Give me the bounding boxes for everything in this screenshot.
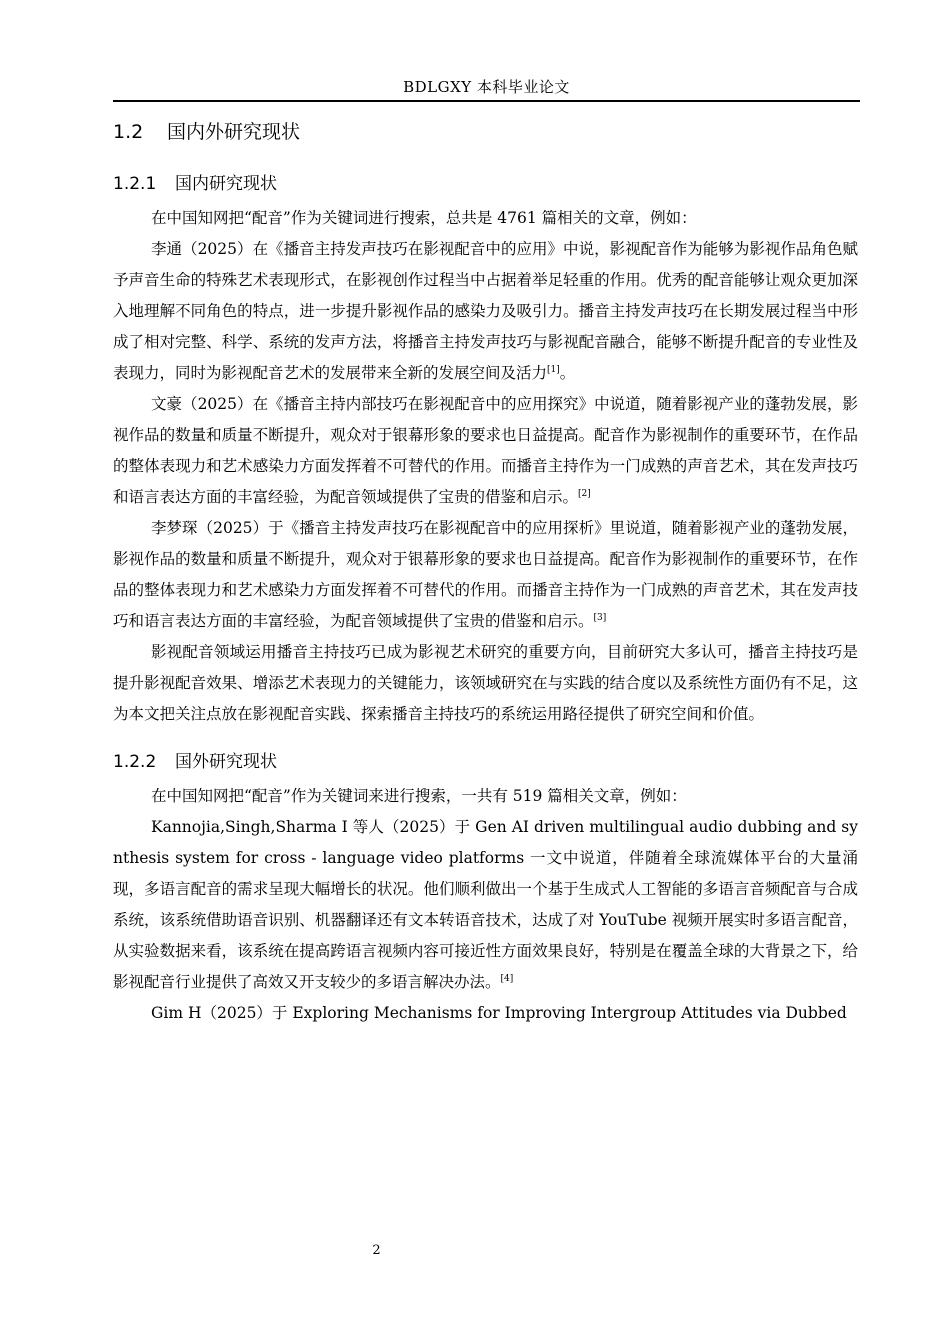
paragraph-text: 文豪（2025）在《播音主持内部技巧在影视配音中的应用探究》中说道，随着影视产业的蓬勃发展，影视作品的数量和质量不断提升，观众对于银幕形象的要求也日益提高。配音作为影视制作的重要环节，在作品的整体表现力和艺术感染力方面发挥着不可替代的作用。而播音主持作为一门成熟的声音艺术，其在发声技巧和语言表达方面的丰富经验，为配音领域提供了宝贵的借鉴和启示。 [113,395,858,506]
paragraph [113,234,858,389]
subsection-title: 国外研究现状 [175,752,277,772]
subsection-heading-domestic [113,165,858,203]
paragraph-text: 在中国知网把“配音”作为关键词来进行搜索，一共有 519 篇相关文章，例如： [151,787,687,805]
paragraph [113,389,858,513]
citation-ref: [3] [593,613,607,623]
section-heading [113,112,858,152]
paragraph-text: Kannojia,Singh,Sharma I 等人（2025）于 Gen AI driven multilingual audio dubbing and synthesis system for cross - language video platforms 一文中说道，伴随着全球流媒体平台的大量涌现，多语言配音的需求呈现大幅增长的状况。他们顺利做出一个基于生成式人工智能的多语言音频配音与合成系统，该系统借助语音识别、机器翻译还有文本转语音技术，达成了对 YouTube 视频开展实时多语言配音，从实验数据来看，该系统在提高跨语言视频内容可接近性方面效果良好，特别是在覆盖全球的大背景之下，给影视配音行业提供了高效又开支较少的多语言解决办法。 [113,818,858,991]
running-header: BDLGXY 本科毕业论文 [403,78,570,96]
paragraph [113,637,858,730]
page-content [113,112,858,1029]
paragraph [113,203,858,234]
paragraph-text: 李通（2025）在《播音主持发声技巧在影视配音中的应用》中说，影视配音作为能够为影视作品角色赋予声音生命的特殊艺术表现形式，在影视创作过程当中占据着举足轻重的作用。优秀的配音能够让观众更加深入地理解不同角色的特点，进一步提升影视作品的感染力及吸引力。播音主持发声技巧在长期发展过程当中形成了相对完整、科学、系统的发声方法，将播音主持发声技巧与影视配音融合，能够不断提升配音的专业性及表现力，同时为影视配音艺术的发展带来全新的发展空间及活力 [113,240,858,382]
paragraph-text: Gim H（2025）于 Exploring Mechanisms for Improving Intergroup Attitudes via Dubbed [151,1004,847,1022]
paragraph [113,513,858,637]
subsection-heading-foreign [113,743,858,781]
section-title: 国内外研究现状 [167,121,301,143]
citation-ref: [4] [500,974,514,984]
paragraph-text: 李梦琛（2025）于《播音主持发声技巧在影视配音中的应用探析》里说道，随着影视产业的蓬勃发展，影视作品的数量和质量不断提升，观众对于银幕形象的要求也日益提高。配音作为影视制作的重要环节，在作品的整体表现力和艺术感染力方面发挥着不可替代的作用。而播音主持作为一门成熟的声音艺术，其在发声技巧和语言表达方面的丰富经验，为配音领域提供了宝贵的借鉴和启示。 [113,519,858,630]
subsection-number: 1.2.2 [113,752,157,772]
paragraph [113,812,858,998]
header-rule [113,100,860,102]
paragraph-text: 影视配音领域运用播音主持技巧已成为影视艺术研究的重要方向，目前研究大多认可，播音主持技巧是提升影视配音效果、增添艺术表现力的关键能力，该领域研究在与实践的结合度以及系统性方面仍有不足，这为本文把关注点放在影视配音实践、探索播音主持技巧的系统运用路径提供了研究空间和价值。 [113,643,858,723]
paragraph [113,781,858,812]
paragraph [113,998,858,1029]
subsection-number: 1.2.1 [113,174,157,194]
citation-ref: [1] [547,365,560,375]
paragraph-tail: 。 [559,364,576,382]
citation-ref: [2] [578,489,591,499]
section-number: 1.2 [113,121,144,143]
subsection-title: 国内研究现状 [175,174,277,194]
page-number: 2 [372,1243,381,1258]
paragraph-text: 在中国知网把“配音”作为关键词进行搜索，总共是 4761 篇相关的文章，例如： [151,209,697,227]
